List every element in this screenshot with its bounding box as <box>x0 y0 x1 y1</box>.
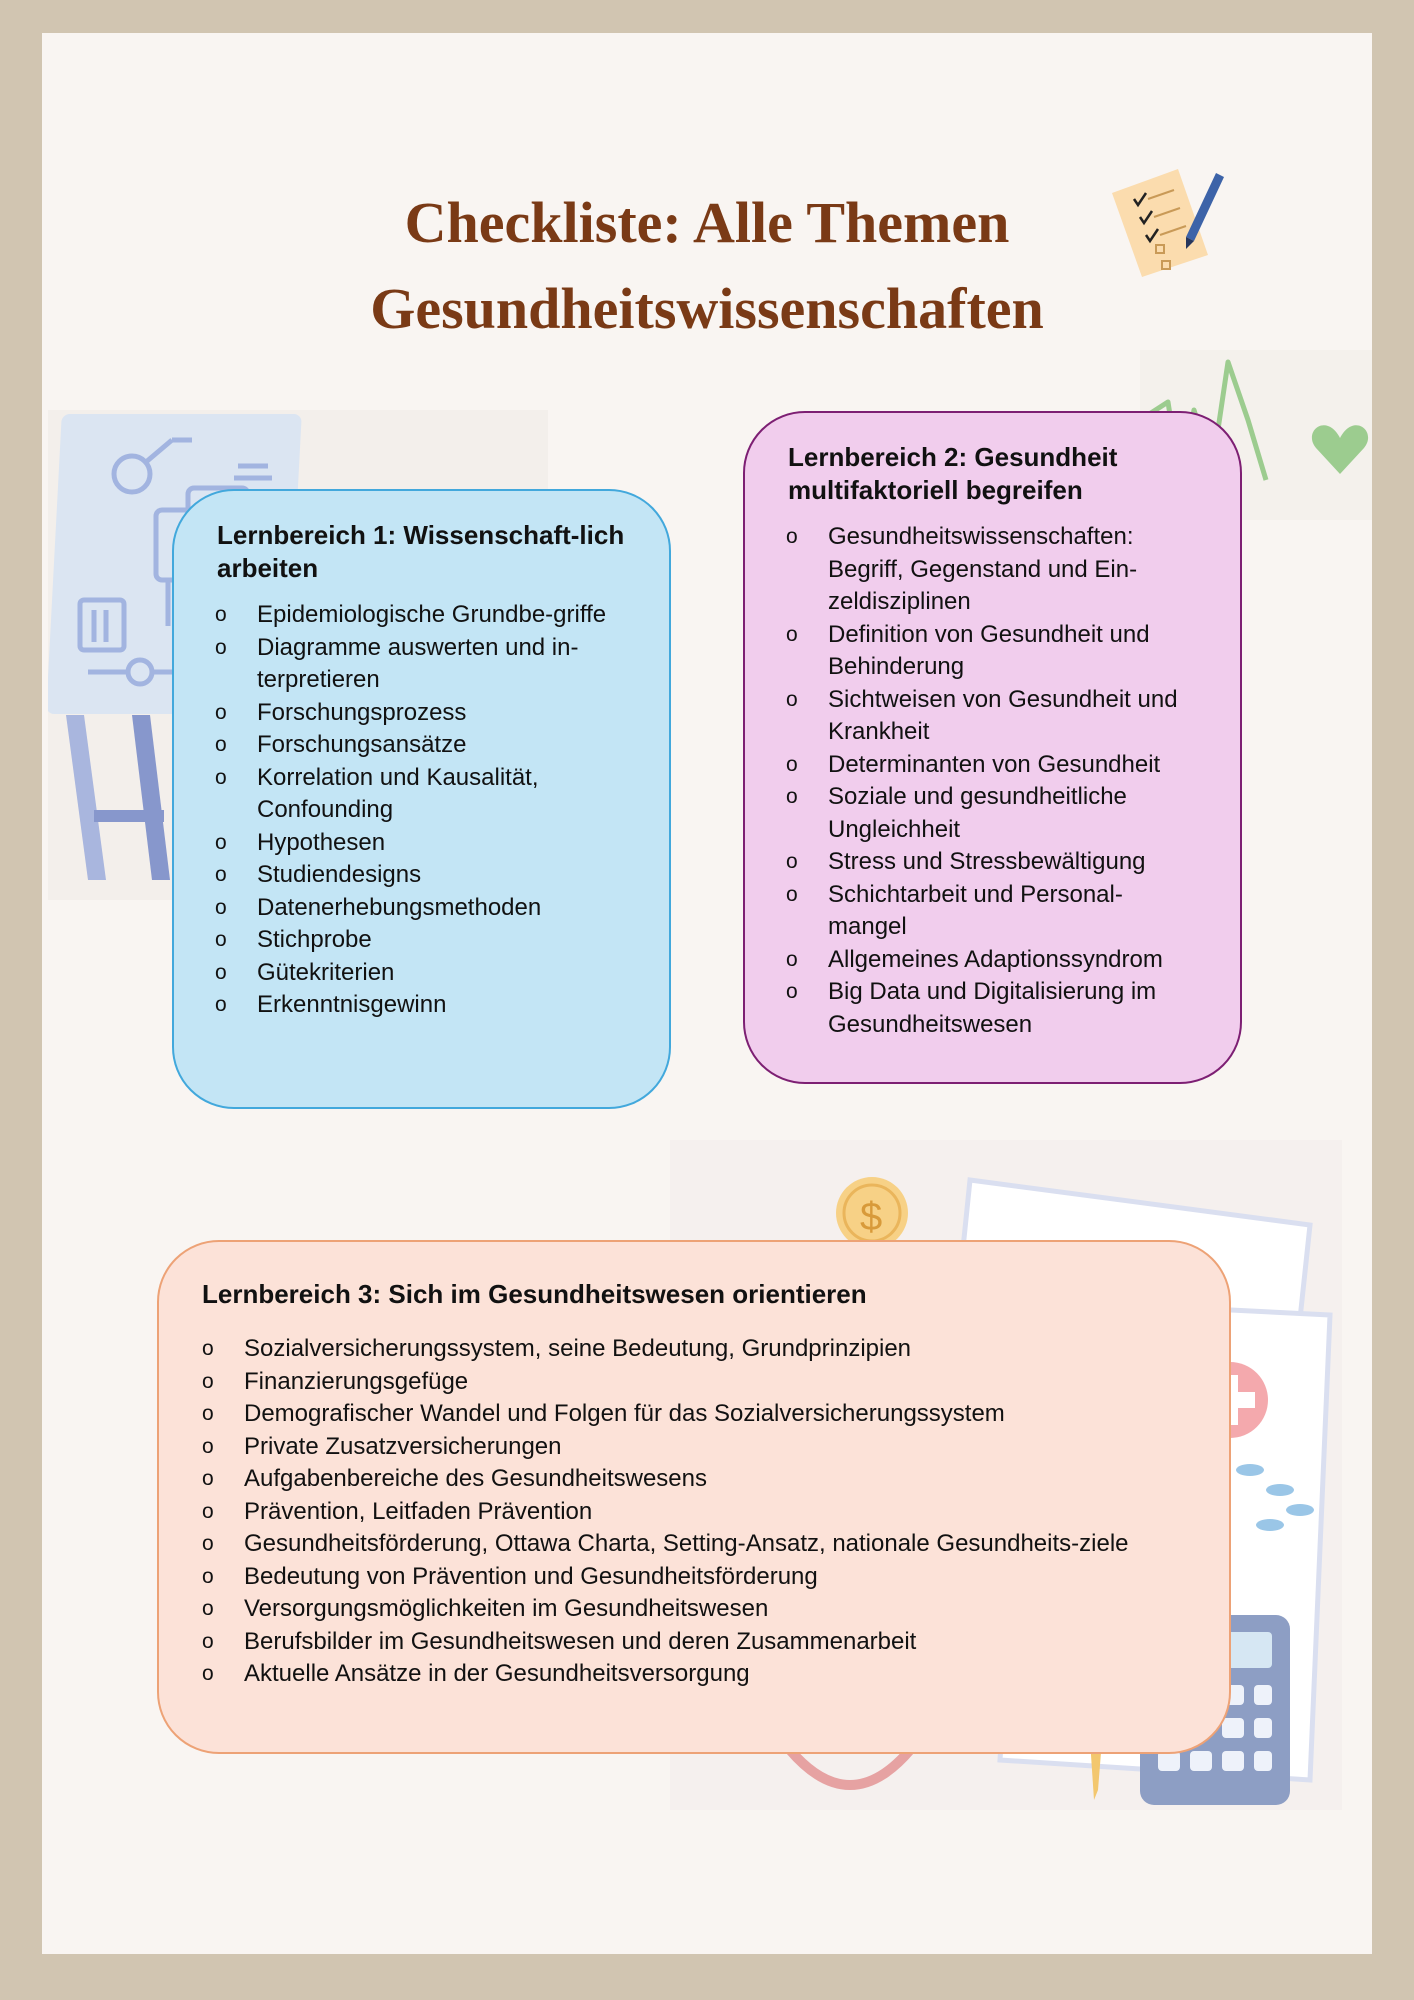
list-item: o Erkenntnisgewinn <box>257 989 627 1022</box>
list-item: o Gütekriterien <box>257 957 627 990</box>
list-item: o Studiendesigns <box>257 859 627 892</box>
svg-text:$: $ <box>860 1195 883 1239</box>
list-item: o Stress und Stressbewältigung <box>828 846 1198 879</box>
list-item: o Aufgabenbereiche des Gesundheitswesens <box>244 1463 1169 1496</box>
section-title: Lernbereich 2: Gesundheit multifaktoriell begreifen <box>788 442 1118 505</box>
list-item: o Versorgungsmöglichkeiten im Gesundheitswesen <box>244 1593 1169 1626</box>
list-item: o Epidemiologische Grundbe-griffe <box>257 599 627 632</box>
list-item: o Allgemeines Adaptionssyndrom <box>828 944 1198 977</box>
list-item: o Gesundheitsförderung, Ottawa Charta, Setting-Ansatz, nationale Gesundheits-ziele <box>244 1528 1169 1561</box>
topic-list <box>202 1333 1169 1691</box>
list-item: o Determinanten von Gesundheit <box>828 749 1198 782</box>
list-item: o Big Data und Digitalisierung im Gesundheitswesen <box>828 976 1198 1041</box>
list-item: o Forschungsansätze <box>257 729 627 762</box>
section-lernbereich-2 <box>743 411 1242 1084</box>
list-item: o Finanzierungsgefüge <box>244 1366 1169 1399</box>
list-item: o Private Zusatzversicherungen <box>244 1431 1169 1464</box>
section-lernbereich-3 <box>157 1240 1231 1754</box>
list-item: o Demografischer Wandel und Folgen für das Sozialversicherungssystem <box>244 1398 1169 1431</box>
section-lernbereich-1 <box>172 489 671 1109</box>
list-item: o Korrelation und Kausalität, Confounding <box>257 762 627 827</box>
list-item: o Hypothesen <box>257 827 627 860</box>
topic-list <box>217 599 627 1022</box>
list-item: o Soziale und gesundheitliche Ungleichheit <box>828 781 1198 846</box>
list-item: o Bedeutung von Prävention und Gesundheitsförderung <box>244 1561 1169 1594</box>
list-item: o Berufsbilder im Gesundheitswesen und deren Zusammenarbeit <box>244 1626 1169 1659</box>
title-line-2: Gesundheitswissenschaften <box>370 276 1044 341</box>
list-item: o Definition von Gesundheit und Behinderung <box>828 619 1198 684</box>
topic-list <box>788 521 1198 1041</box>
list-item: o Diagramme auswerten und in-terpretieren <box>257 632 627 697</box>
list-item: o Datenerhebungsmethoden <box>257 892 627 925</box>
list-item: o Schichtarbeit und Personal-mangel <box>828 879 1198 944</box>
list-item: o Prävention, Leitfaden Prävention <box>244 1496 1169 1529</box>
section-title: Lernbereich 1: Wissenschaft-lich arbeiten <box>217 520 625 583</box>
page-title <box>0 180 1414 352</box>
list-item: o Gesundheitswissenschaften: Begriff, Gegenstand und Ein-zeldisziplinen <box>828 521 1198 619</box>
list-item: o Sichtweisen von Gesundheit und Krankheit <box>828 684 1198 749</box>
list-item: o Forschungsprozess <box>257 697 627 730</box>
list-item: o Sozialversicherungssystem, seine Bedeutung, Grundprinzipien <box>244 1333 1169 1366</box>
list-item: o Aktuelle Ansätze in der Gesundheitsversorgung <box>244 1658 1169 1691</box>
section-title: Lernbereich 3: Sich im Gesundheitswesen orientieren <box>202 1279 867 1309</box>
title-line-1: Checkliste: Alle Themen <box>404 190 1010 255</box>
list-item: o Stichprobe <box>257 924 627 957</box>
